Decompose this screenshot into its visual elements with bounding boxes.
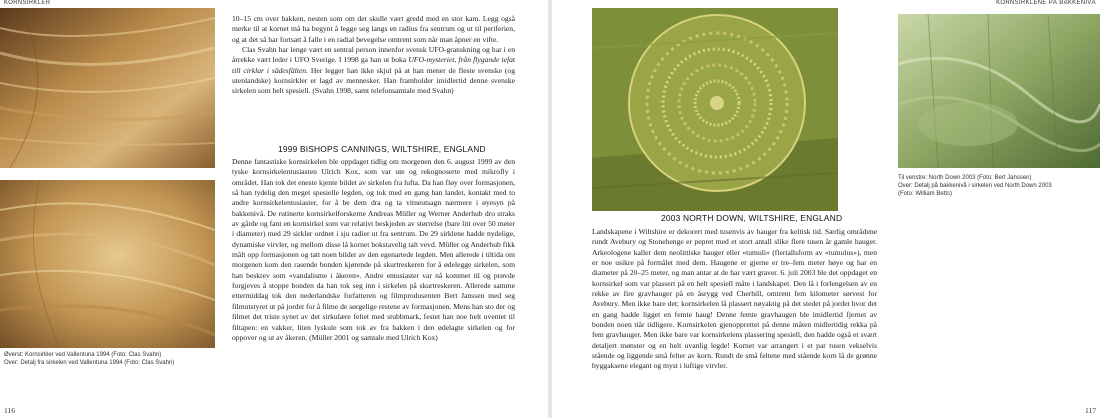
photo-caption-left: [4, 351, 174, 367]
photo-north-down-aerial: [592, 8, 838, 211]
paragraph: [232, 45, 515, 97]
photo-caption-right: [898, 174, 1052, 198]
caption-line: Over: Detalj på bakkenivå i sirkelen ved North Down 2003: [898, 183, 1052, 189]
paragraph: 10–15 cm over bakken, nesten som om det skulle vært gredd med en stor kam. Legg også merke til at kornet må ha begynt å legge seg langs en radius fra sentrum og ut til periferien, og at det så har fortsatt å falle i en radial bevegelse omtrent som når man åpner en vifte.: [232, 14, 515, 44]
paragraph-text: Her legger han ikke skjul på at han mener de fleste svenske (og utenlandske) kornsirkler er lagd av mennesker. Han framholder imidlertid denne svenske sirkelen som helt spesiell. (Svahn 1998, samt telefonsamtale med Svahn): [232, 65, 515, 96]
photo-wheat-detail-image: [0, 180, 215, 348]
photo-barley-detail-image: [898, 14, 1100, 168]
caption-line: Over: Detalj fra sirkelen ved Vallentuna 1994 (Foto: Clas Svahn): [4, 360, 175, 366]
photo-aerial-crop-circle-image: [592, 8, 838, 211]
page-number-right: 117: [1085, 406, 1096, 415]
body-text-main: [232, 157, 515, 343]
section-heading-north-down: 2003 NORTH DOWN, WILTSHIRE, ENGLAND: [661, 213, 843, 223]
photo-north-down-detail: [898, 14, 1100, 168]
running-head-right: KORNSIRKLENE PÅ BAKKENIVÅ: [996, 0, 1096, 6]
running-head-left: KORNSIRKLER: [4, 0, 51, 6]
page-number-left: 116: [4, 406, 15, 415]
body-text-top: [232, 14, 515, 97]
body-text-right: [592, 227, 877, 372]
caption-line: Øverst: Kornsirkler ved Vallentuna 1994 (Foto: Clas Svahn): [4, 352, 162, 358]
right-page: [552, 0, 1100, 418]
photo-wheat-swirl-image: [0, 8, 215, 168]
paragraph: Denne fantastiske kornsirkelen ble oppdaget tidlig om morgenen den 6. august 1999 av den tyske kornsirkelentusiasten Ulrich Kox, som var ute og rekognoserte med mikrofly i området. Han tok det eneste kjente bildet av sirkelen fra lufta. Da han fløy over formasjonen, så han tydelig den meget spesielle legden, og tok med en gang han landet, kontakt med to andre kornsirkelentusiaster, for å be dem dra og ta vitneutsagn nærmere i øyesyn på bakkenivå. De rutinerte kornsirkelforskerne Andreas Müller og Werner Anderhub dro straks av gårde og fant en kornsirkel som var relativt beskjeden av størrelse (bare litt over 50 meter i diameter) med 29 sirkler ordnet i sju radier ut fra sentrum. De 29 sirklene hadde nydelige, dynamiske virvler, og mellom disse lå kornet bokstavelig talt vevd. Müller og Anderhub fikk målt opp formasjonen og tatt noen bilder av den egenartede legden. Men allerede i tiltida om morgenen kom den rasende bonden kjørende på skurtreskeren for å ødelegge sirkelen, som han beskrev som «vandalisme i åkeren». Andre entusiaster var nå kommet til og prøvde forgjeves å stoppe bonden da han tok seg inn i sirkelen på skurtreskeren. Allerede samme ettermiddag tok den nederlandske forfatteren og filmprodusenten Bert Janssen med seg filmutstyret ut på jordet for å filme de sørgelige restene av formasjonen. Mens han sto der og filmet det triste synet av det sirkulære feltet med stubbmark, festet han noe helt uventet til filtapen: en vakker, liten lyskule som tok av fra bakken i den ødelagte sirkelen og for oppover og ut av åkeren. (Müller 2001 og samtale med Ulrich Kox): [232, 157, 515, 342]
left-page: [0, 0, 548, 418]
book-title: UFO-mysteriet, från flygande tefat till cirklar i sädesfälten.: [232, 55, 515, 75]
caption-line: (Foto: William Betts): [898, 191, 953, 197]
paragraph: Landskapene i Wiltshire er dekorert med tusenvis av hauger fra keltisk tid. Særlig områdene rundt Avebury og Stonehenge er pepret med et stort antall slike flere tusen år gamle hauger. Arkeologene kaller dem neolittiske hauger eller «tumuli» (flertallsform av «tumulus»), men er noe usikre på formålet med dem. Haugene er gjerne er tre–fem meter høye og har en diameter på 20–25 meter, og man antar at de har vært graver. 6. juli 2003 ble det oppdaget en kornsirkel som var plassert på en helt spesiell måte i landskapet. Den lå i forlengelsen av en rekke av fire gravhauger på en åsrygg ved Cherhill, omtrent fem kilometer sørvest for Avebury. Men ikke bare det; kornsirkelen lå plassert nøyaktig på det stedet på jordet hvor det en gang hadde ligget en femte haug! Denne femte gravhaugen ble imidlertid fjernet av bonden noen tiår tidligere. Kornsirkelen gjenopprettet på denne måten midlertidig rekka på fem gravhauger. Men ikke bare var kornsirkelens plassering spesiell, den hadde også et svært detaljert mønster og en helt uvanlig legde! Kornet var arrangert i et par tusen vekselvis stående og liggende små felter av korn. Rundt de små feltene med stående korn lå de grønne byggaksene elegant og myst i luftige virvler.: [592, 227, 877, 371]
photo-crop-circle-detail: [0, 180, 215, 348]
section-heading-bishops-cannings: 1999 BISHOPS CANNINGS, WILTSHIRE, ENGLAND: [278, 144, 486, 154]
caption-line: Til venstre: North Down 2003 (Foto: Bert Janssen): [898, 175, 1032, 181]
paragraph-text: Clas Svahn har lenge vært en sentral person innenfor svensk UFO-granskning og har i en årrekke vært leder i UFO Sverige. I 1998 ga han ut boka: [232, 45, 515, 65]
photo-crop-circle-vallentuna: [0, 8, 215, 168]
